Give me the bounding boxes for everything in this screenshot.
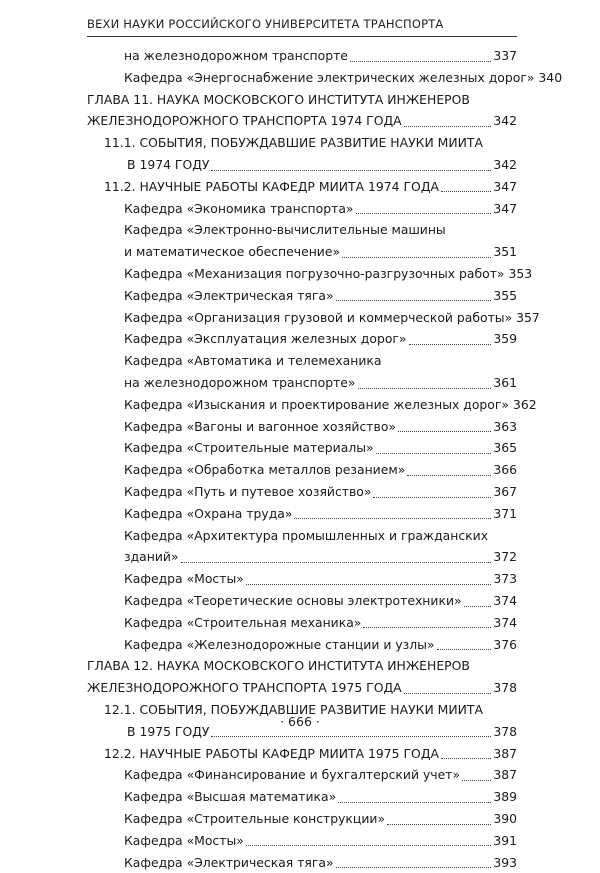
dot-leader	[373, 497, 491, 498]
toc-entry-title: Кафедра «Изыскания и проектирование железных дорог»	[124, 396, 509, 412]
toc-entry-title: 12.1. СОБЫТИЯ, ПОБУЖДАВШИЕ РАЗВИТИЕ НАУКИ МИИТА	[104, 702, 483, 717]
dot-leader	[407, 475, 491, 476]
toc-entry-page: 378	[493, 680, 517, 696]
dot-leader	[336, 867, 492, 868]
toc-entry-title: ГЛАВА 11. НАУКА МОСКОВСКОГО ИНСТИТУТА ИНЖЕНЕРОВ	[87, 91, 470, 107]
toc-entry	[124, 286, 517, 306]
toc-entry-continued	[87, 656, 470, 676]
toc-entry	[124, 329, 517, 349]
dot-leader	[462, 780, 491, 781]
toc-entry	[124, 395, 537, 415]
toc-entry-title: Кафедра «Организация грузовой и коммерческой работы»	[124, 309, 513, 325]
dot-leader	[441, 758, 491, 759]
toc-entry-title: Кафедра «Экономика транспорта»	[124, 200, 354, 216]
toc-entry-page: 366	[493, 462, 517, 478]
toc-entry-title: Кафедра «Электронно-вычислительные машины	[124, 222, 446, 238]
dot-leader	[404, 126, 492, 127]
toc-entry-title: Кафедра «Финансирование и бухгалтерский учет»	[124, 767, 461, 783]
toc-entry-title: Кафедра «Мосты»	[124, 571, 244, 587]
toc-entry-page: 389	[493, 789, 517, 805]
dot-leader	[437, 649, 492, 650]
dot-leader	[441, 191, 491, 192]
dot-leader	[376, 453, 492, 454]
toc-entry	[124, 242, 517, 262]
toc-entry-page: 347	[493, 178, 517, 194]
toc-entry	[124, 853, 517, 873]
toc-entry	[124, 199, 517, 219]
toc-entry-page: 353	[508, 266, 533, 281]
toc-entry	[124, 787, 517, 807]
toc-entry-page: 351	[493, 244, 517, 260]
toc-entry-title: Кафедра «Строительная механика»	[124, 614, 362, 630]
dot-leader	[398, 431, 491, 432]
dot-leader	[294, 518, 491, 519]
toc-entry-title: Кафедра «Охрана труда»	[124, 505, 293, 521]
dot-leader	[338, 802, 491, 803]
toc-entry-continued	[124, 526, 488, 546]
toc-entry-page: 361	[493, 375, 517, 390]
toc-entry	[87, 111, 517, 131]
toc-entry-title: Кафедра «Строительные материалы»	[124, 440, 374, 456]
toc-entry	[124, 635, 517, 655]
toc-entry-title: Кафедра «Электрическая тяга»	[124, 854, 334, 870]
toc-entry-continued	[87, 90, 470, 110]
toc-entry-title: 11.2. НАУЧНЫЕ РАБОТЫ КАФЕДР МИИТА 1974 ГОДА	[104, 178, 439, 194]
toc-entry	[124, 46, 517, 66]
dot-leader	[342, 257, 491, 258]
toc-entry-page: 357	[516, 309, 540, 325]
toc-entry-page: 387	[493, 767, 517, 783]
toc-entry-page: 365	[493, 440, 517, 456]
dot-leader	[387, 824, 491, 825]
running-head: ВЕХИ НАУКИ РОССИЙСКОГО УНИВЕРСИТЕТА ТРАНСПОРТА	[87, 17, 444, 31]
toc-entry-title: Кафедра «Электрическая тяга»	[124, 287, 334, 303]
toc-entry-title: зданий»	[124, 549, 179, 565]
dot-leader	[409, 344, 492, 345]
dot-leader	[336, 300, 492, 301]
toc-entry-title: Кафедра «Мосты»	[124, 832, 244, 848]
toc-entry-page: 363	[493, 418, 517, 434]
toc-entry-page: 387	[493, 745, 517, 761]
toc-entry-page: 374	[493, 593, 517, 608]
toc-entry	[127, 155, 517, 175]
dot-leader	[358, 388, 492, 389]
toc-entry-page: 391	[493, 832, 517, 848]
toc-entry-title: Кафедра «Вагоны и вагонное хозяйство»	[124, 418, 396, 434]
toc-entry-title: ГЛАВА 12. НАУКА МОСКОВСКОГО ИНСТИТУТА ИНЖЕНЕРОВ	[87, 658, 470, 674]
toc-entry-title: Кафедра «Механизация погрузочно-разгрузочных работ»	[124, 266, 505, 281]
toc-entry-title: 12.2. НАУЧНЫЕ РАБОТЫ КАФЕДР МИИТА 1975 ГОДА	[104, 745, 439, 761]
toc-entry-title: Кафедра «Железнодорожные станции и узлы»	[124, 636, 435, 652]
toc-entry-page: 390	[493, 811, 517, 826]
dot-leader	[181, 562, 492, 563]
dot-leader	[404, 693, 492, 694]
toc-entry-page: 376	[493, 636, 517, 652]
toc-entry-continued	[124, 351, 381, 371]
toc-entry-page: 378	[493, 723, 517, 739]
toc-entry	[124, 591, 517, 611]
toc-entry-title: Кафедра «Архитектура промышленных и гражданских	[124, 527, 489, 543]
toc-entry-title: и математическое обеспечение»	[124, 244, 341, 260]
toc-entry-page: 373	[493, 571, 517, 587]
toc-entry-page: 372	[493, 549, 517, 565]
toc-entry-page: 355	[493, 287, 517, 303]
toc-entry-page: 359	[493, 331, 517, 347]
dot-leader	[464, 606, 492, 607]
toc-entry-page: 362	[512, 396, 537, 412]
dot-leader	[246, 845, 492, 846]
toc-entry-continued	[104, 133, 483, 153]
toc-entry	[124, 417, 517, 437]
toc-entry	[104, 177, 517, 197]
dot-leader	[356, 213, 492, 214]
toc-entry-page: 340	[538, 69, 563, 85]
toc-entry	[124, 809, 517, 829]
toc-entry-title: 11.1. СОБЫТИЯ, ПОБУЖДАВШИЕ РАЗВИТИЕ НАУКИ МИИТА	[104, 135, 483, 151]
toc-entry	[124, 482, 517, 502]
toc-entry-page: 337	[493, 48, 517, 63]
toc-entry	[124, 460, 517, 480]
toc-entry	[104, 744, 517, 764]
toc-entry-page: 374	[493, 614, 517, 630]
toc-entry-title: Кафедра «Энергоснабжение электрических железных дорог»	[124, 69, 535, 85]
toc-entry-title: на железнодорожном транспорте	[124, 48, 348, 63]
toc-entry	[124, 547, 517, 567]
toc-entry	[124, 504, 517, 524]
toc-entry	[124, 613, 517, 633]
toc-entry-title: Кафедра «Строительные конструкции»	[124, 811, 386, 826]
toc-entry-title: на железнодорожном транспорте»	[124, 375, 356, 390]
header-rule	[87, 36, 517, 37]
toc-entry	[124, 68, 563, 88]
toc-entry-title: В 1974 ГОДУ	[127, 157, 210, 172]
toc-entry-title: Кафедра «Путь и путевое хозяйство»	[124, 484, 372, 499]
page-number: · 666 ·	[280, 714, 320, 729]
dot-leader	[246, 584, 492, 585]
toc-entry	[124, 308, 540, 328]
toc-entry-title: Кафедра «Теоретические основы электротехники»	[124, 593, 462, 608]
toc-entry	[87, 678, 517, 698]
dot-leader	[211, 170, 491, 171]
toc-entry	[124, 373, 517, 393]
toc-entry-title: ЖЕЛЕЗНОДОРОЖНОГО ТРАНСПОРТА 1975 ГОДА	[87, 680, 402, 696]
toc-entry-title: В 1975 ГОДУ	[127, 723, 210, 739]
toc-entry	[124, 765, 517, 785]
toc-entry	[124, 831, 517, 851]
dot-leader	[363, 627, 491, 628]
toc-entry-page: 347	[493, 200, 517, 216]
toc-entry-title: ЖЕЛЕЗНОДОРОЖНОГО ТРАНСПОРТА 1974 ГОДА	[87, 113, 402, 129]
toc-entry-page: 367	[493, 484, 517, 499]
toc-entry-continued	[124, 220, 446, 240]
toc-entry-title: Кафедра «Автоматика и телемеханика	[124, 353, 382, 369]
toc-entry-title: Кафедра «Высшая математика»	[124, 789, 337, 805]
toc-entry-page: 342	[493, 113, 517, 129]
toc-entry-page: 371	[493, 505, 517, 521]
toc-entry-title: Кафедра «Обработка металлов резанием»	[124, 462, 406, 478]
dot-leader	[350, 61, 491, 62]
toc-entry-title: Кафедра «Эксплуатация железных дорог»	[124, 331, 407, 347]
toc-entry	[124, 438, 517, 458]
toc-entry-page: 342	[493, 157, 517, 172]
toc-entry-page: 393	[493, 854, 517, 870]
toc-entry	[124, 569, 517, 589]
toc-entry	[124, 264, 533, 284]
dot-leader	[211, 736, 491, 737]
